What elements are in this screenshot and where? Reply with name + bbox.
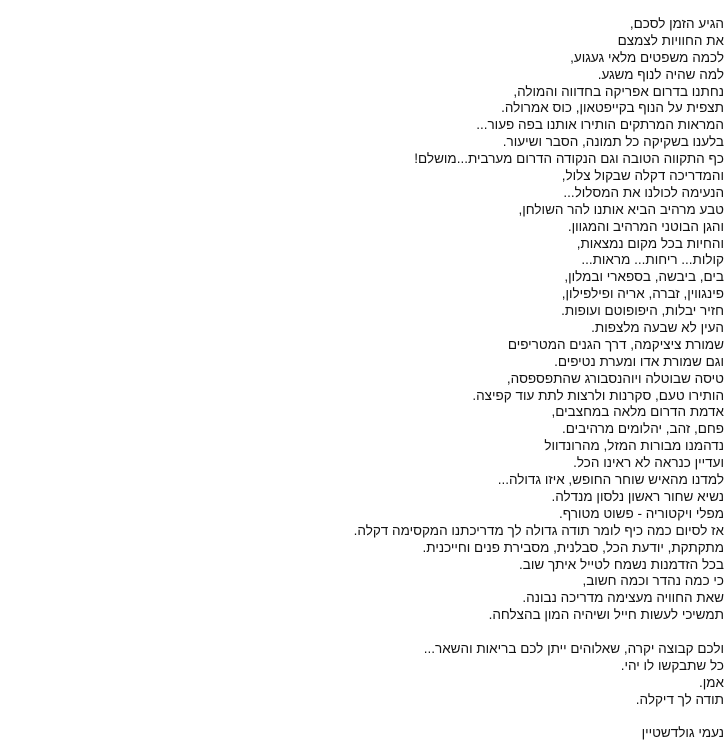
poem-line: והמדריכה דקלה שבקול צלול,: [561, 168, 724, 184]
poem-line: לכמה משפטים מלאי געגוע,: [570, 49, 724, 65]
poem-line: קולות... ריחות... מראות...: [581, 252, 724, 268]
poem-line: בכל הזדמנות נשמח לטייל איתך שוב.: [519, 556, 724, 572]
poem-line: טבע מרהיב הביא אותנו להר השולחן,: [518, 201, 724, 217]
poem-line: חזיר יבלות, היפופוטם ועופות.: [561, 303, 724, 319]
poem-line: טיסה שבוטלה ויוהנסבורג שהתפספסה,: [506, 370, 724, 386]
poem-line: שאת החוויה מעצימה מדריכה נבונה.: [522, 590, 724, 606]
poem-line: בים, ביבשה, בספארי ובמלון,: [564, 269, 724, 285]
poem-line: אז לסיום כמה כיף לומר תודה גדולה לך מדריכתנו המקסימה דקלה.: [353, 522, 724, 538]
poem-line: אמן.: [698, 674, 724, 690]
poem-line: והחיות בכל מקום נמצאות,: [576, 235, 724, 251]
poem-line: העין לא שבעה מלצפות.: [591, 320, 724, 336]
poem-line: את החוויות לצמצם: [617, 32, 724, 48]
poem-line: פחם, זהב, יהלומים מרהיבים.: [562, 421, 724, 437]
poem-line: תמשיכי לעשות חייל ושיהיה המון בהצלחה.: [488, 607, 724, 623]
poem-line: מתקתקת, יודעת הכל, סבלנית, מסבירת פנים וחייכנית.: [422, 539, 724, 555]
poem-line: כף התקווה הטובה וגם הנקודה הדרום מערבית...מושלם!: [414, 151, 724, 167]
blank-line: [18, 709, 724, 726]
poem-line: תודה לך דיקלה.: [635, 691, 724, 707]
poem-line: כל שתבקשו לו יהי.: [620, 657, 724, 673]
poem-line: כי כמה נהדר וכמה חשוב,: [582, 573, 724, 589]
poem-line: אדמת הדרום מלאה במחצבים,: [551, 404, 724, 420]
poem-line: למדנו מהאיש שוחר החופש, איזו גדולה...: [497, 472, 724, 488]
poem-line: הגיע הזמן לסכם,: [629, 16, 724, 31]
poem-body: [18, 16, 724, 624]
poem-document: [18, 16, 724, 742]
poem-line: למה שהיה לנוף משגע.: [597, 66, 724, 82]
blank-line: [18, 624, 724, 641]
poem-line: הותירו טעם, סקרנות ולרצות לתת עוד קפיצה.: [472, 387, 724, 403]
poem-line: וגם שמורת אדו ומערת נטיפים.: [554, 353, 724, 369]
poem-line: ולכם קבוצה יקרה, שאלוהים ייתן לכם בריאות והשאר...: [423, 640, 724, 656]
poem-line: הנעימה לכולנו את המסלול...: [563, 184, 724, 200]
poem-line: פינגווין, זברה, אריה ופילפילון,: [561, 286, 724, 302]
poem-line: שמורת ציציקמה, דרך הגנים המטריפים: [507, 336, 724, 352]
poem-line: תצפית על הנוף בקייפטאון, כוס אמרולה.: [501, 100, 724, 116]
poem-line: בלענו בשקיקה כל תמונה, הסבר ושיעור.: [502, 134, 724, 150]
poem-line: ועדיין כנראה לא ראינו הכל.: [573, 455, 724, 471]
poem-line: המראות המרתקים הותירו אותנו בפה פעור...: [476, 117, 724, 133]
poem-line: והגן הבוטני המרהיב והמגוון.: [567, 218, 724, 234]
poem-line: נחתנו בדרום אפריקה בחדווה והמולה,: [513, 83, 724, 99]
closing-body: [18, 641, 724, 709]
poem-line: נשיא שחור ראשון נלסון מנדלה.: [551, 488, 724, 504]
poem-line: נדהמנו מבורות המזל, מהרונדוול: [544, 438, 724, 454]
poem-line: מפלי ויקטוריה - פשוט מטורף.: [559, 505, 724, 521]
signature: נעמי גולדשטיין: [641, 725, 724, 741]
